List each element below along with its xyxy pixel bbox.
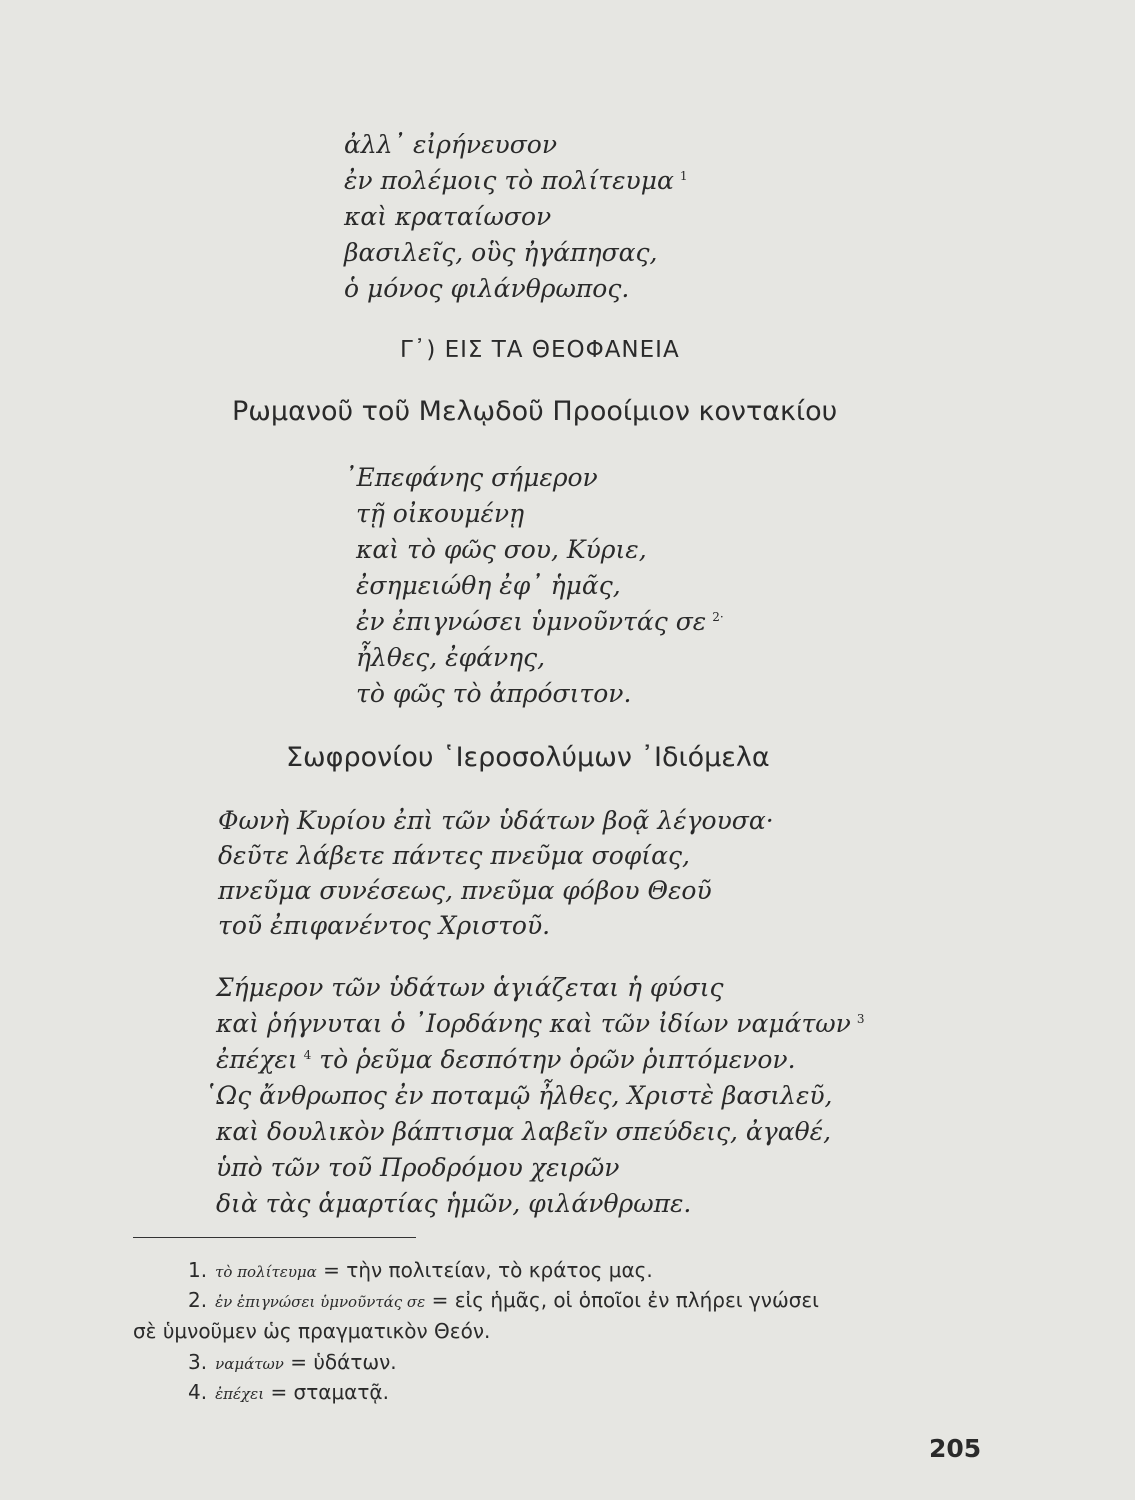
footnote-number: 1. xyxy=(188,1258,208,1282)
verse-line: διὰ τὰς ἁμαρτίας ἡμῶν, φιλάνθρωπε. xyxy=(216,1189,692,1218)
footnote-divider xyxy=(133,1237,416,1238)
verse-line: πνεῦμα συνέσεως, πνεῦμα φόβου Θεοῦ xyxy=(218,876,712,905)
verse-line: βασιλεῖς, οὓς ἠγάπησας, xyxy=(344,238,658,267)
verse-line-text: ἐν πολέμοις τὸ πολίτευμα xyxy=(344,166,674,195)
footnote-term: ἐπέχει xyxy=(215,1385,265,1403)
verse-line: ῾Ως ἄνθρωπος ἐν ποταμῷ ἦλθες, Χριστὲ βασιλεῦ, xyxy=(204,1081,833,1110)
verse-line: ᾽Επεφάνης σήμερον xyxy=(344,463,598,492)
footnote-2 xyxy=(188,1288,819,1312)
footnote-mark: 1 xyxy=(679,168,688,183)
subtitle-sophronios: Σωφρονίου ῾Ιεροσολύμων ᾽Ιδιόμελα xyxy=(286,742,770,773)
page-number: 205 xyxy=(929,1434,982,1463)
verse-line: ὁ μόνος φιλάνθρωπος. xyxy=(344,274,630,303)
footnote-text: = εἰς ἡμᾶς, οἱ ὁποῖοι ἐν πλήρει γνώσει xyxy=(431,1288,819,1312)
footnote-mark: 2· xyxy=(712,609,724,624)
footnote-mark: 3 xyxy=(856,1011,865,1026)
verse-line-prefix: ἐπέχει xyxy=(216,1045,298,1074)
verse-line: ἀλλ᾽ εἰρήνευσον xyxy=(344,130,558,159)
subtitle-romanos: Ρωμανοῦ τοῦ Μελῳδοῦ Προοίμιον κοντακίου xyxy=(232,396,838,427)
footnote-text: = τὴν πολιτείαν, τὸ κράτος μας. xyxy=(323,1258,653,1282)
verse-line: Φωνὴ Κυρίου ἐπὶ τῶν ὑδάτων βοᾷ λέγουσα· xyxy=(218,806,774,835)
verse-line: τῇ οἰκουμένῃ xyxy=(356,499,525,528)
verse-line: τὸ φῶς τὸ ἀπρόσιτον. xyxy=(356,679,632,708)
footnote-term: ναμάτων xyxy=(215,1355,284,1373)
verse-line: ὑπὸ τῶν τοῦ Προδρόμου χειρῶν xyxy=(216,1153,620,1182)
verse-line xyxy=(216,1011,865,1036)
verse-line xyxy=(216,1047,796,1072)
verse-line xyxy=(344,168,688,193)
footnote-term: ἐν ἐπιγνώσει ὑμνοῦντάς σε xyxy=(215,1293,426,1311)
footnote-text: = ὑδάτων. xyxy=(290,1350,397,1374)
verse-line: Σήμερον τῶν ὑδάτων ἁγιάζεται ἡ φύσις xyxy=(216,973,724,1002)
verse-line-text: τὸ ῥεῦμα δεσπότην ὁρῶν ῥιπτόμενον. xyxy=(319,1045,796,1074)
verse-line-text: ἐν ἐπιγνώσει ὑμνοῦντάς σε xyxy=(356,607,707,636)
verse-line: τοῦ ἐπιφανέντος Χριστοῦ. xyxy=(218,911,551,940)
verse-line: ἦλθες, ἐφάνης, xyxy=(356,643,546,672)
footnote-number: 3. xyxy=(188,1350,208,1374)
verse-line-text: καὶ ῥήγνυται ὁ ᾽Ιορδάνης καὶ τῶν ἰδίων ναμάτων xyxy=(216,1009,851,1038)
verse-line: καὶ κραταίωσον xyxy=(344,202,552,231)
verse-line: καὶ δουλικὸν βάπτισμα λαβεῖν σπεύδεις, ἀγαθέ, xyxy=(216,1117,832,1146)
footnote-mark: 4 xyxy=(303,1047,312,1062)
footnote-text: σὲ ὑμνοῦμεν ὡς πραγματικὸν Θεόν. xyxy=(133,1319,491,1343)
footnote-number: 2. xyxy=(188,1288,208,1312)
verse-line: ἐσημειώθη ἐφ᾽ ἡμᾶς, xyxy=(356,571,621,600)
footnote-number: 4. xyxy=(188,1380,208,1404)
footnote-term: τὸ πολίτευμα xyxy=(215,1263,317,1281)
footnote-3 xyxy=(188,1350,397,1374)
footnote-1 xyxy=(188,1258,653,1282)
footnote-2-continued xyxy=(133,1319,490,1343)
verse-line: καὶ τὸ φῶς σου, Κύριε, xyxy=(356,535,647,564)
verse-line: δεῦτε λάβετε πάντες πνεῦμα σοφίας, xyxy=(218,841,690,870)
section-title: Γ᾽) ΕΙΣ ΤΑ ΘΕΟΦΑΝΕΙΑ xyxy=(400,337,680,363)
footnote-text: = σταματᾷ. xyxy=(270,1380,389,1404)
footnote-4 xyxy=(188,1380,389,1404)
verse-line xyxy=(356,609,724,634)
